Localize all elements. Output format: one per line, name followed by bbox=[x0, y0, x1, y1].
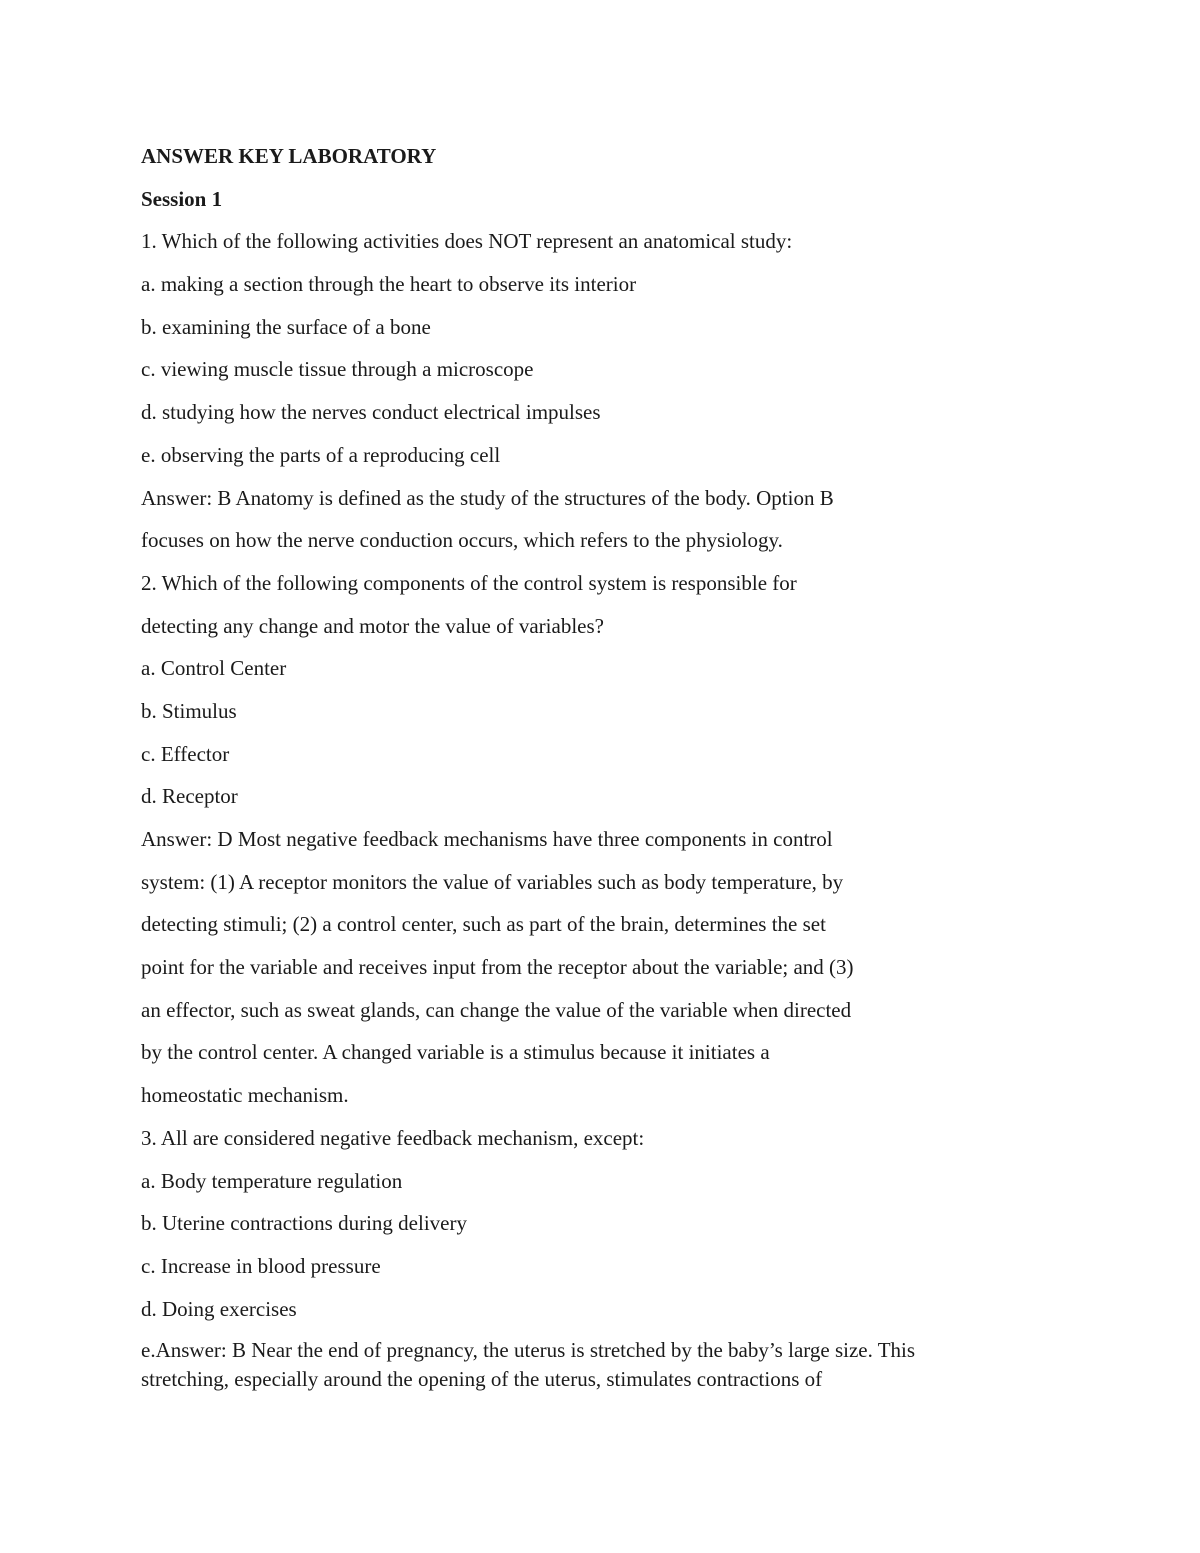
question-3: 3. All are considered negative feedback mechanism, except: bbox=[141, 1125, 645, 1150]
q1-option-e: e. observing the parts of a reproducing cell bbox=[141, 442, 501, 467]
document-body bbox=[141, 141, 1041, 1394]
q2-answer-cont-6: homeostatic mechanism. bbox=[141, 1083, 349, 1108]
q3-option-a: a. Body temperature regulation bbox=[141, 1168, 403, 1193]
q1-option-d: d. studying how the nerves conduct electrical impulses bbox=[141, 400, 601, 425]
q2-answer: Answer: D Most negative feedback mechanisms have three components in control bbox=[141, 827, 833, 851]
q1-option-a: a. making a section through the heart to observe its interior bbox=[141, 272, 637, 297]
q2-option-c: c. Effector bbox=[141, 741, 230, 766]
q2-answer-cont-3: point for the variable and receives input from the receptor about the variable; and (3) bbox=[141, 955, 854, 980]
q1-option-b: b. examining the surface of a bone bbox=[141, 314, 431, 339]
q2-option-a: a. Control Center bbox=[141, 656, 287, 681]
q1-option-c: c. viewing muscle tissue through a microscope bbox=[141, 357, 534, 382]
q2-answer-cont-4: an effector, such as sweat glands, can change the value of the variable when directed bbox=[141, 997, 852, 1022]
q1-answer-cont: focuses on how the nerve conduction occurs, which refers to the physiology. bbox=[141, 528, 783, 553]
q1-answer: Answer: B Anatomy is defined as the study of the structures of the body. Option B bbox=[141, 485, 834, 510]
question-1: 1. Which of the following activities does NOT represent an anatomical study: bbox=[141, 229, 793, 254]
q3-option-c: c. Increase in blood pressure bbox=[141, 1253, 381, 1278]
q2-option-b: b. Stimulus bbox=[141, 698, 237, 723]
q3-answer: e.Answer: B Near the end of pregnancy, the uterus is stretched by the baby’s large size. This bbox=[141, 1338, 916, 1363]
q2-answer-cont-1: system: (1) A receptor monitors the value of variables such as body temperature, by bbox=[141, 869, 844, 894]
session-heading: Session 1 bbox=[141, 186, 223, 211]
q3-option-b: b. Uterine contractions during delivery bbox=[141, 1211, 467, 1236]
q2-option-d: d. Receptor bbox=[141, 784, 238, 809]
question-2: 2. Which of the following components of the control system is responsible for bbox=[141, 570, 797, 595]
document-title: ANSWER KEY LABORATORY bbox=[141, 144, 437, 168]
q3-answer-cont: stretching, especially around the opening of the uterus, stimulates contractions of bbox=[141, 1367, 823, 1392]
q2-answer-cont-5: by the control center. A changed variable is a stimulus because it initiates a bbox=[141, 1040, 770, 1065]
q2-answer-cont-2: detecting stimuli; (2) a control center, such as part of the brain, determines the set bbox=[141, 912, 826, 937]
q3-option-d: d. Doing exercises bbox=[141, 1296, 297, 1321]
question-2-cont: detecting any change and motor the value of variables? bbox=[141, 613, 604, 638]
